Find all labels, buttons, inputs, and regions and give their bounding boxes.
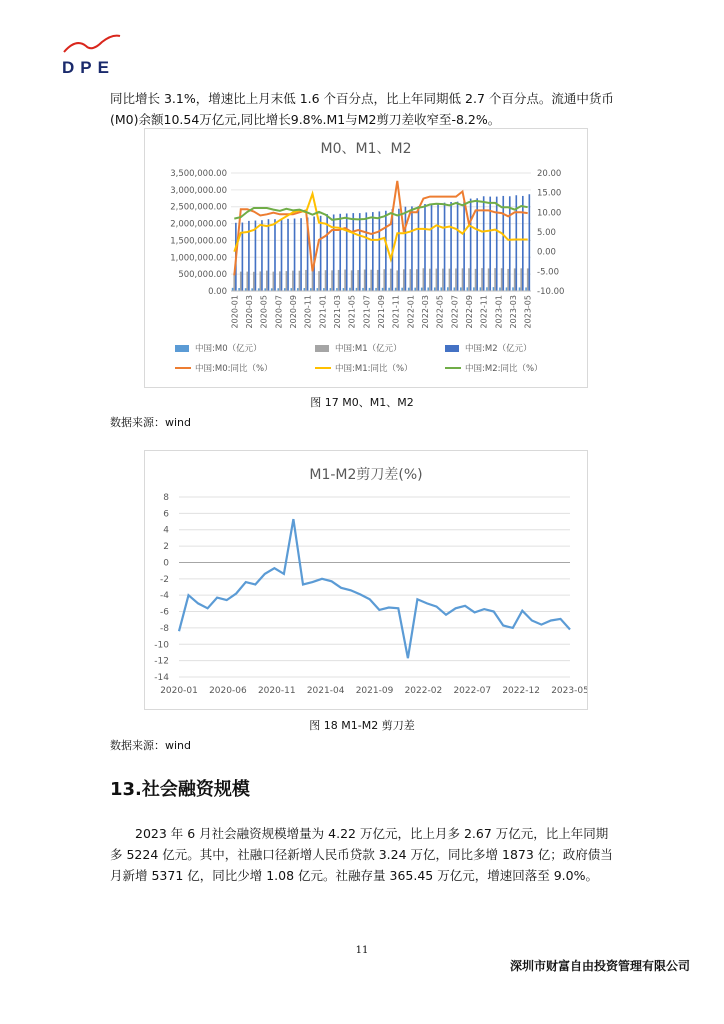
- chart1-x-tick-label: 2020-05: [259, 295, 269, 329]
- chart1-bar: [313, 216, 315, 291]
- chart1-right-tick-label: 0.00: [537, 247, 556, 258]
- chart1-x-tick-label: 2020-03: [244, 295, 254, 329]
- chart1-bar: [509, 196, 511, 291]
- chart1-bar: [481, 268, 483, 291]
- chart1-bar: [468, 268, 470, 291]
- chart1-bar: [463, 201, 465, 291]
- chart1-bar: [365, 212, 367, 291]
- page-number: 11: [355, 945, 369, 956]
- chart1-bar: [260, 271, 262, 291]
- chart1-legend-label: 中国:M0（亿元）: [195, 344, 262, 354]
- intro-paragraph: 同比增长 3.1%，增速比上月末低 1.6 个百分点，比上年同期低 2.7 个百分点。流通中货币(M0)余额10.54万亿元,同比增长9.8%.M1与M2剪刀差收窄至-8.2%。: [110, 91, 614, 127]
- chart1-bar: [502, 196, 504, 291]
- chart1-bar: [268, 219, 270, 291]
- chart1-bar: [431, 204, 433, 291]
- figure18-caption: 图 18 M1-M2 剪刀差: [309, 719, 415, 732]
- chart1-bar: [416, 269, 418, 291]
- chart2-y-tick-label: -2: [160, 574, 169, 585]
- chart1-bar: [527, 268, 529, 291]
- chart1-bar: [467, 287, 469, 291]
- chart2-y-tick-label: 6: [163, 509, 169, 520]
- chart1-bar: [240, 272, 242, 291]
- chart1-right-tick-label: -5.00: [537, 267, 559, 278]
- chart1-legend-label: 中国:M1:同比（%）: [335, 364, 413, 374]
- chart1-left-tick-label: 500,000.00: [178, 270, 227, 281]
- chart1-bar: [344, 270, 346, 291]
- chart1-right-tick-label: 10.00: [537, 208, 562, 219]
- chart1-left-tick-label: 2,000,000.00: [170, 219, 227, 230]
- chart1-bar: [486, 287, 488, 291]
- chart1-bar: [424, 204, 426, 291]
- chart1-bar: [507, 269, 509, 291]
- chart1-bar: [398, 209, 400, 291]
- chart1-left-tick-label: 1,000,000.00: [170, 253, 227, 264]
- chart1-x-tick-label: 2022-09: [465, 295, 475, 329]
- chart1-x-tick-label: 2023-01: [494, 295, 504, 329]
- chart1-bar: [514, 268, 516, 291]
- chart1-x-tick-label: 2023-05: [523, 295, 533, 329]
- chart1-bar: [437, 204, 439, 291]
- chart1-right-tick-label: 15.00: [537, 188, 562, 199]
- chart1-x-tick-label: 2020-09: [288, 295, 298, 329]
- chart2-y-tick-label: 8: [163, 493, 169, 503]
- chart1-bar: [390, 269, 392, 291]
- chart1-bar: [312, 270, 314, 291]
- chart1-left-tick-label: 3,500,000.00: [170, 169, 227, 179]
- chart1-bar: [379, 211, 381, 291]
- m0-m1-m2-chart: [144, 128, 588, 388]
- m1-m2-scissors-chart: [144, 450, 588, 710]
- chart2-y-tick-label: 2: [163, 542, 169, 553]
- chart1-title: M0、M1、M2: [320, 141, 412, 157]
- chart1-bar: [370, 270, 372, 291]
- figure17-caption: 图 17 M0、M1、M2: [310, 396, 414, 409]
- chart2-x-tick-label: 2020-11: [257, 686, 296, 696]
- chart1-bar: [494, 268, 496, 291]
- chart2-x-tick-label: 2021-09: [355, 686, 394, 696]
- section-heading: 13.社会融资规模: [110, 779, 250, 800]
- chart1-bar: [246, 272, 248, 291]
- figure18-source: 数据来源：wind: [110, 739, 192, 752]
- chart1-bar: [352, 213, 354, 291]
- chart1-bar: [377, 270, 379, 291]
- chart1-legend-label: 中国:M1（亿元）: [335, 344, 402, 354]
- chart1-left-tick-label: 0.00: [208, 287, 227, 297]
- chart1-bar: [488, 268, 490, 291]
- chart1-x-tick-label: 2023-03: [509, 295, 519, 329]
- chart1-legend-label: 中国:M0:同比（%）: [195, 364, 273, 374]
- chart1-bar: [339, 214, 341, 291]
- chart2-x-tick-label: 2020-01: [160, 686, 198, 696]
- chart1-bar: [346, 213, 348, 291]
- chart1-bar: [520, 268, 522, 291]
- chart1-x-tick-label: 2020-07: [274, 295, 284, 329]
- chart1-x-tick-label: 2022-05: [435, 295, 445, 329]
- chart1-bar: [529, 194, 531, 291]
- chart1-legend-swatch: [175, 345, 189, 352]
- chart1-bar: [496, 197, 498, 291]
- chart2-x-tick-label: 2020-06: [209, 686, 247, 696]
- chart1-bar: [457, 202, 459, 291]
- chart1-bar: [427, 287, 429, 291]
- chart1-bar: [440, 287, 442, 291]
- chart1-bar: [364, 270, 366, 291]
- chart1-x-tick-label: 2021-01: [318, 295, 328, 329]
- chart1-bar: [418, 206, 420, 291]
- chart2-x-tick-label: 2021-04: [306, 686, 345, 696]
- chart2-series-line: [179, 519, 570, 658]
- chart1-bar: [300, 218, 302, 291]
- chart2-y-tick-label: -10: [154, 640, 169, 651]
- company-logo: [62, 30, 132, 80]
- chart1-bar: [372, 212, 374, 291]
- m1-m2-scissors-chart-svg: [145, 451, 587, 709]
- chart1-right-tick-label: -10.00: [537, 287, 565, 297]
- chart1-x-tick-label: 2021-03: [332, 295, 342, 329]
- chart1-bar: [318, 271, 320, 291]
- chart1-x-tick-label: 2020-11: [303, 295, 313, 329]
- chart2-y-tick-label: 0: [163, 558, 169, 569]
- m0-m1-m2-chart-svg: [145, 129, 587, 387]
- chart1-bar: [357, 270, 359, 291]
- chart1-bar: [359, 213, 361, 291]
- chart1-bar: [411, 206, 413, 291]
- chart1-bar: [253, 272, 255, 291]
- chart2-y-tick-label: -12: [154, 656, 169, 667]
- chart1-bar: [470, 199, 472, 291]
- chart1-x-tick-label: 2020-01: [230, 295, 240, 329]
- chart1-bar: [522, 196, 524, 291]
- chart2-x-tick-label: 2022-07: [453, 686, 492, 696]
- chart1-bar: [410, 269, 412, 291]
- logo-swoosh-icon: [62, 30, 132, 60]
- chart1-bar: [499, 287, 501, 291]
- chart1-bar: [429, 269, 431, 291]
- figure17-source: 数据来源：wind: [110, 416, 192, 429]
- chart1-bar: [473, 287, 475, 291]
- chart1-bar: [396, 270, 398, 291]
- chart1-bar: [421, 288, 423, 291]
- chart1-bar: [403, 269, 405, 291]
- chart1-x-tick-label: 2022-03: [421, 295, 431, 329]
- chart2-y-tick-label: -6: [160, 607, 169, 618]
- chart1-bar: [455, 268, 457, 291]
- chart1-bar: [299, 271, 301, 291]
- chart1-bar: [444, 203, 446, 291]
- chart1-bar: [273, 272, 275, 291]
- chart1-bar: [436, 269, 438, 291]
- chart2-y-tick-label: -8: [160, 623, 169, 634]
- chart1-left-tick-label: 1,500,000.00: [170, 236, 227, 247]
- chart1-bar: [351, 270, 353, 291]
- chart2-y-tick-label: -4: [160, 591, 169, 602]
- chart1-bar: [462, 268, 464, 291]
- chart1-legend-label: 中国:M2:同比（%）: [465, 364, 543, 374]
- chart1-bar: [454, 287, 456, 291]
- chart1-x-tick-label: 2022-11: [479, 295, 489, 329]
- chart1-bar: [320, 216, 322, 291]
- chart1-bar: [460, 287, 462, 291]
- chart1-bar: [525, 287, 527, 291]
- chart2-x-tick-label: 2023-05: [551, 686, 587, 696]
- chart1-bar: [506, 287, 508, 291]
- chart1-bar: [480, 287, 482, 291]
- chart1-left-tick-label: 2,500,000.00: [170, 202, 227, 213]
- chart1-x-tick-label: 2022-07: [450, 295, 460, 329]
- chart1-bar: [434, 287, 436, 291]
- chart1-x-tick-label: 2021-07: [362, 295, 372, 329]
- chart1-right-tick-label: 5.00: [537, 228, 556, 238]
- chart1-bar: [405, 207, 407, 291]
- chart1-left-tick-label: 3,000,000.00: [170, 185, 227, 196]
- chart1-bar: [333, 214, 335, 291]
- chart1-bar: [292, 271, 294, 291]
- chart1-bar: [501, 268, 503, 291]
- chart1-bar: [338, 270, 340, 291]
- chart1-bar: [266, 271, 268, 291]
- chart1-bar: [442, 269, 444, 291]
- chart1-bar: [450, 202, 452, 291]
- chart1-legend-label: 中国:M2（亿元）: [465, 344, 532, 354]
- chart1-bar: [305, 270, 307, 291]
- chart1-bar: [279, 271, 281, 291]
- chart1-bar: [385, 211, 387, 291]
- chart1-bar: [447, 287, 449, 291]
- chart1-x-tick-label: 2021-11: [391, 295, 401, 329]
- chart1-bar: [281, 219, 283, 291]
- chart1-x-tick-label: 2021-09: [377, 295, 386, 329]
- chart1-bar: [449, 269, 451, 291]
- chart2-x-tick-label: 2022-02: [404, 686, 443, 696]
- chart1-bar: [233, 273, 235, 291]
- chart1-bar: [512, 287, 514, 291]
- section-paragraph: 2023 年 6 月社会融资规模增量为 4.22 万亿元，比上月多 2.67 万亿元，比上年同期多 5224 亿元。其中，社融口径新增人民币贷款 3.24 万亿，同比多增 1873 亿；政府债当月新增 5371 亿，同比少增 1.08 亿元。社融存量 365.45 万亿元，增速回落至 9.0%。: [110, 826, 613, 883]
- chart1-bar: [476, 198, 478, 291]
- chart1-bar: [423, 268, 425, 291]
- logo-text: DPE: [62, 58, 115, 77]
- chart2-x-tick-label: 2022-12: [502, 686, 540, 696]
- chart2-y-tick-label: -14: [154, 673, 169, 683]
- chart1-bar: [294, 219, 296, 291]
- chart1-bar: [519, 287, 521, 291]
- chart1-bar: [325, 270, 327, 291]
- chart1-bar: [286, 271, 288, 291]
- chart1-x-tick-label: 2022-01: [406, 295, 416, 329]
- chart1-x-tick-label: 2021-05: [347, 295, 357, 329]
- chart1-legend-swatch: [445, 345, 459, 352]
- chart1-bar: [331, 270, 333, 291]
- chart2-title: M1-M2剪刀差(%): [309, 467, 423, 483]
- chart1-legend-swatch: [315, 345, 329, 352]
- footer-company: 深圳市财富自由投资管理有限公司: [509, 959, 690, 973]
- chart1-bar: [255, 221, 257, 291]
- chart2-y-tick-label: 4: [163, 525, 169, 536]
- chart1-bar: [493, 287, 495, 291]
- chart1-bar: [261, 220, 263, 291]
- chart1-bar: [274, 219, 276, 291]
- chart1-right-tick-label: 20.00: [537, 169, 562, 179]
- chart1-bar: [287, 219, 289, 291]
- chart1-bar: [475, 269, 477, 291]
- chart1-bar: [383, 269, 385, 291]
